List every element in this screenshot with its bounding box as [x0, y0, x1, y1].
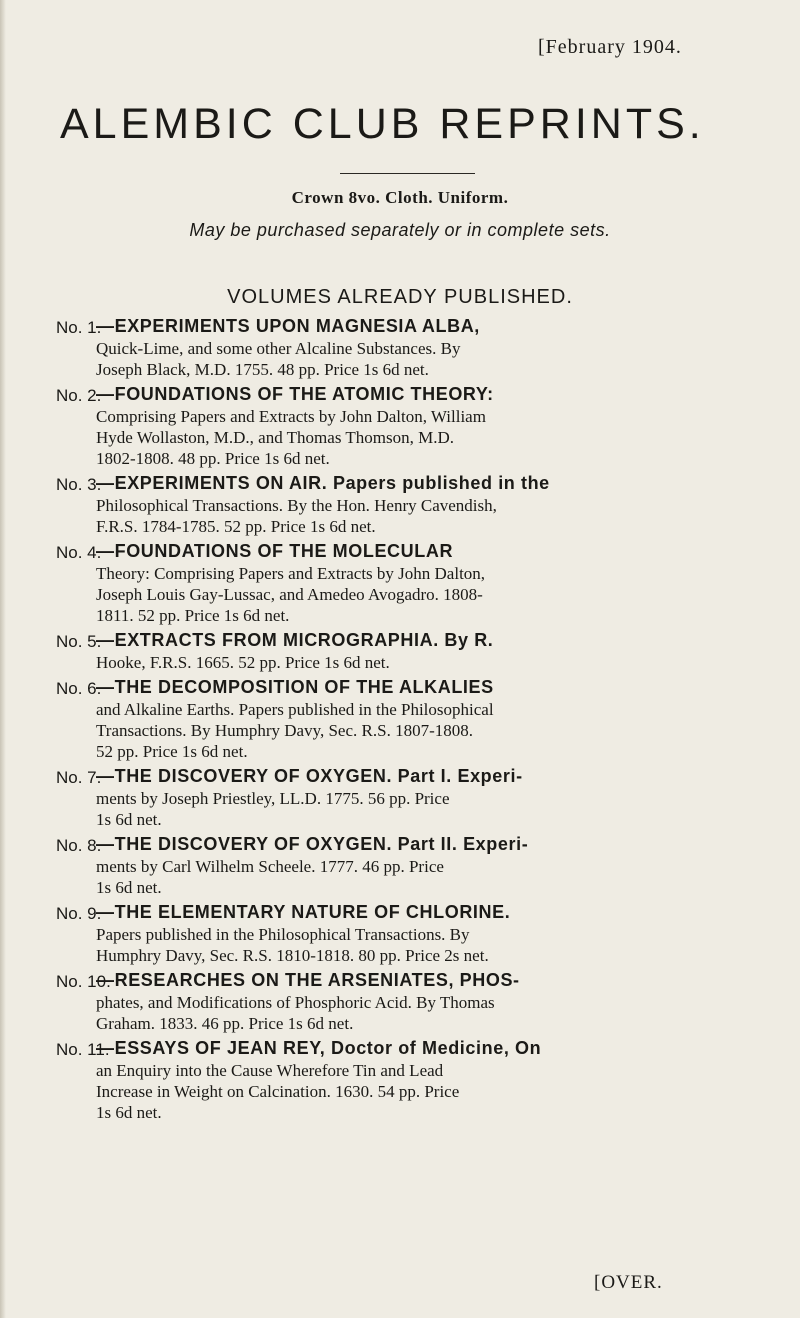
- volume-title-line: —THE DISCOVERY OF OXYGEN. Part II. Experi-: [96, 834, 529, 854]
- volume-description-line: ments by Carl Wilhelm Scheele. 1777. 46 pp. Price: [96, 857, 444, 876]
- volume-number: No. 11.: [56, 1040, 110, 1059]
- volume-description-line: Joseph Black, M.D. 1755. 48 pp. Price 1s 6d net.: [96, 360, 429, 379]
- volume-entry: [56, 314, 726, 380]
- volume-description-line: Hooke, F.R.S. 1665. 52 pp. Price 1s 6d net.: [96, 653, 390, 672]
- volume-entry: [56, 628, 726, 673]
- volume-entry: [56, 764, 726, 830]
- volume-entry: [56, 675, 726, 762]
- volume-description-line: 1s 6d net.: [96, 810, 162, 829]
- volume-number: No. 10.: [56, 972, 111, 991]
- volume-entry: [56, 832, 726, 898]
- header-date: [February 1904.: [538, 36, 682, 58]
- volume-description-line: an Enquiry into the Cause Wherefore Tin and Lead: [96, 1061, 444, 1080]
- volume-number: No. 4.: [56, 543, 102, 562]
- volume-description-line: Papers published in the Philosophical Transactions. By: [96, 925, 470, 944]
- volume-title-line: —EXPERIMENTS ON AIR. Papers published in the: [96, 473, 550, 493]
- edition-line: Crown 8vo. Cloth. Uniform.: [291, 188, 509, 207]
- volume-title-line: —THE DISCOVERY OF OXYGEN. Part I. Experi-: [96, 766, 523, 786]
- volume-description-line: 1s 6d net.: [96, 1103, 162, 1122]
- volume-entry: [56, 968, 726, 1034]
- volume-title-line: —FOUNDATIONS OF THE MOLECULAR: [96, 541, 454, 561]
- volume-description-line: Hyde Wollaston, M.D., and Thomas Thomson, M.D.: [96, 428, 454, 447]
- volume-number: No. 7.: [56, 768, 102, 787]
- volume-description-line: Increase in Weight on Calcination. 1630. 54 pp. Price: [96, 1082, 460, 1101]
- volume-description-line: Philosophical Transactions. By the Hon. Henry Cavendish,: [96, 496, 497, 515]
- volume-description-line: phates, and Modifications of Phosphoric Acid. By Thomas: [96, 993, 495, 1012]
- volume-entry: [56, 1036, 726, 1123]
- volume-title-line: —FOUNDATIONS OF THE ATOMIC THEORY:: [96, 384, 494, 404]
- over-marker: [OVER.: [594, 1272, 663, 1293]
- volume-number: No. 3.: [56, 475, 102, 494]
- volume-description-line: ments by Joseph Priestley, LL.D. 1775. 56 pp. Price: [96, 789, 450, 808]
- volume-description-line: and Alkaline Earths. Papers published in the Philosophical: [96, 700, 494, 719]
- volume-description-line: Graham. 1833. 46 pp. Price 1s 6d net.: [96, 1014, 354, 1033]
- volume-description-line: 1s 6d net.: [96, 878, 162, 897]
- volume-number: No. 9.: [56, 904, 102, 923]
- volume-title-line: —THE ELEMENTARY NATURE OF CHLORINE.: [96, 902, 511, 922]
- volume-description-line: 1811. 52 pp. Price 1s 6d net.: [96, 606, 290, 625]
- volume-title-line: —THE DECOMPOSITION OF THE ALKALIES: [96, 677, 494, 697]
- volume-number: No. 8.: [56, 836, 102, 855]
- volume-number: No. 1.: [56, 318, 102, 337]
- volume-number: No. 5.: [56, 632, 102, 651]
- volume-list: [56, 314, 726, 1125]
- volume-description-line: Quick-Lime, and some other Alcaline Substances. By: [96, 339, 461, 358]
- volume-description-line: Theory: Comprising Papers and Extracts by John Dalton,: [96, 564, 486, 583]
- volume-description-line: Comprising Papers and Extracts by John Dalton, William: [96, 407, 486, 426]
- volume-title-line: —EXPERIMENTS UPON MAGNESIA ALBA,: [96, 316, 480, 336]
- volume-number: No. 6.: [56, 679, 102, 698]
- volume-title-line: —ESSAYS OF JEAN REY, Doctor of Medicine, On: [96, 1038, 542, 1058]
- volume-title-line: —EXTRACTS FROM MICROGRAPHIA. By R.: [96, 630, 494, 650]
- volume-description-line: 52 pp. Price 1s 6d net.: [96, 742, 248, 761]
- volume-description-line: Humphry Davy, Sec. R.S. 1810-1818. 80 pp. Price 2s net.: [96, 946, 489, 965]
- purchase-line: May be purchased separately or in complete sets.: [189, 220, 611, 240]
- volume-entry: [56, 382, 726, 469]
- section-heading: VOLUMES ALREADY PUBLISHED.: [227, 286, 573, 308]
- volume-entry: [56, 539, 726, 626]
- volume-description-line: 1802-1808. 48 pp. Price 1s 6d net.: [96, 449, 330, 468]
- volume-title-line: —RESEARCHES ON THE ARSENIATES, PHOS-: [96, 970, 520, 990]
- volume-entry: [56, 471, 726, 537]
- volume-description-line: F.R.S. 1784-1785. 52 pp. Price 1s 6d net.: [96, 517, 376, 536]
- volume-description-line: Transactions. By Humphry Davy, Sec. R.S. 1807-1808.: [96, 721, 473, 740]
- volume-description-line: Joseph Louis Gay-Lussac, and Amedeo Avogadro. 1808-: [96, 585, 483, 604]
- title-divider: [340, 173, 475, 174]
- page-title: ALEMBIC CLUB REPRINTS.: [60, 100, 705, 148]
- volume-number: No. 2.: [56, 386, 102, 405]
- volume-entry: [56, 900, 726, 966]
